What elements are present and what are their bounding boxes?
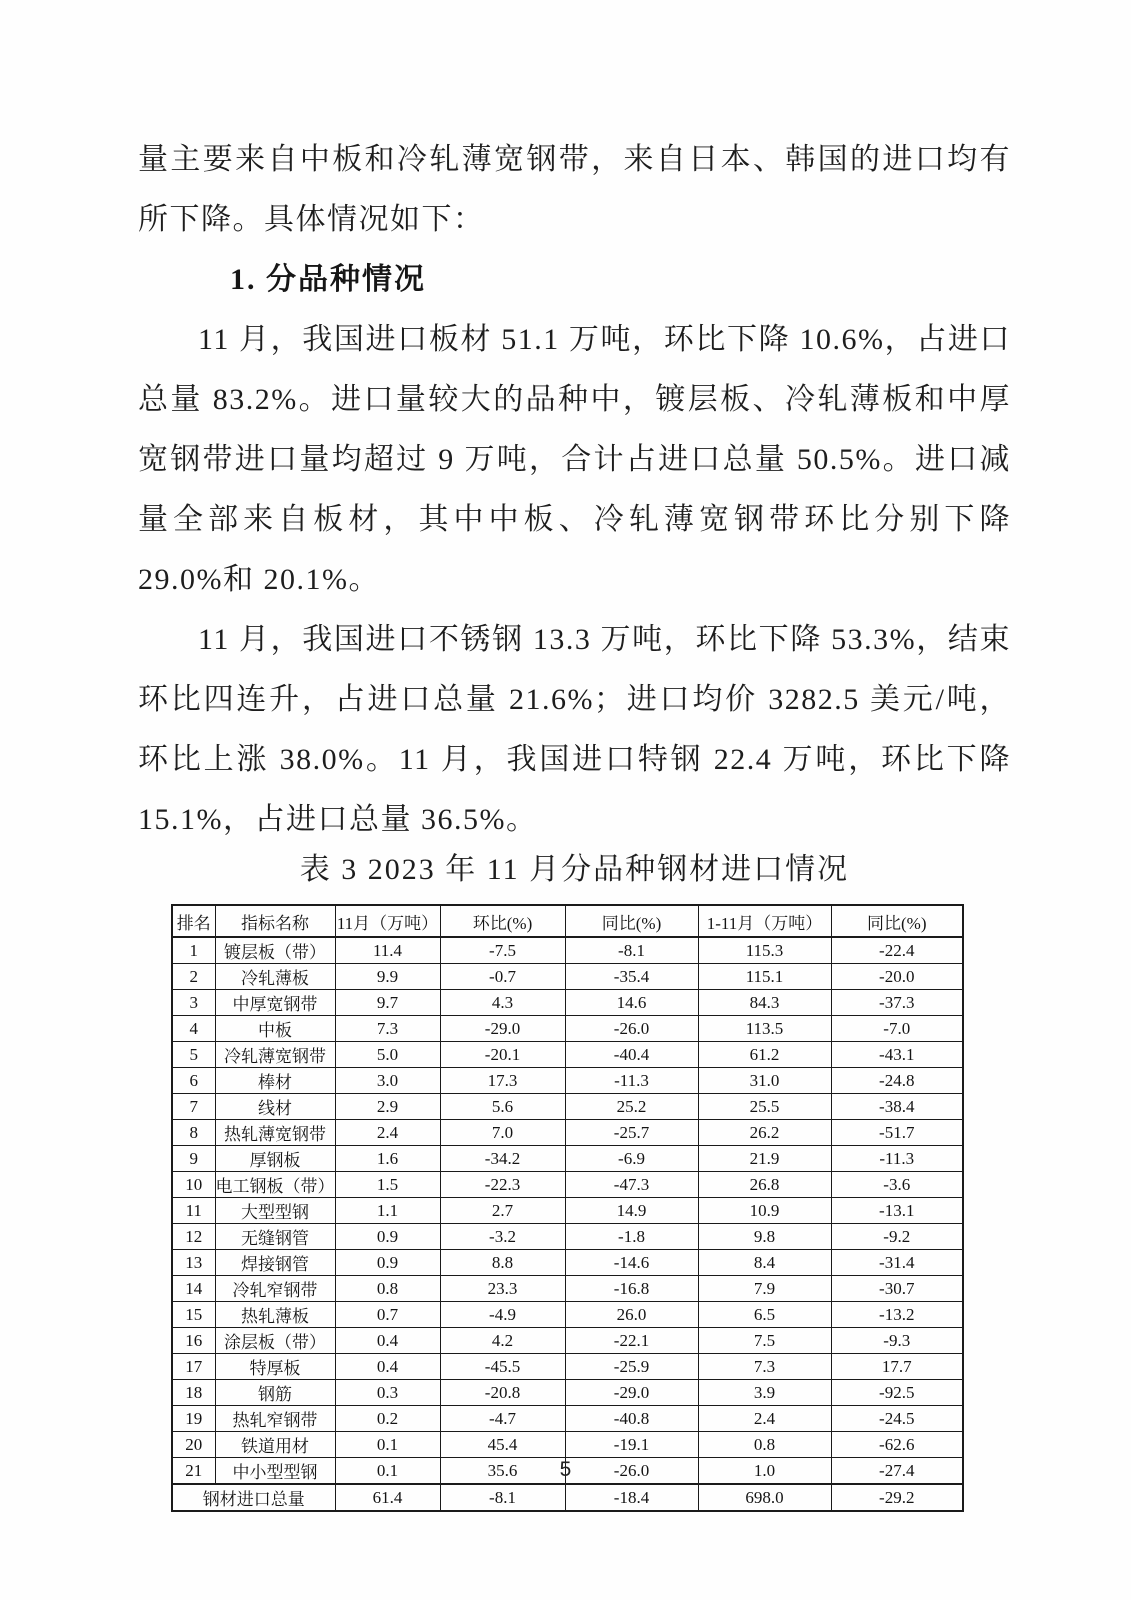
jan-nov-yoy-cell: -7.0 — [831, 1016, 963, 1042]
page-number: 5 — [559, 1458, 572, 1481]
rank-cell: 1 — [172, 937, 215, 964]
indicator-name-cell: 线材 — [215, 1094, 335, 1120]
indicator-name-cell: 冷轧薄宽钢带 — [215, 1042, 335, 1068]
paragraph-stainless-imports: 11 月，我国进口不锈钢 13.3 万吨，环比下降 53.3%，结束环比四连升，占进口总量 21.6%；进口均价 3282.5 美元/吨，环比上涨 38.0%。11 月，我国进口特钢 22.4 万吨，环比下降 15.1%，占进口总量 36.5%。 — [138, 623, 1011, 836]
indicator-name-cell: 冷轧薄板 — [215, 964, 335, 990]
jan-nov-yoy-cell: -92.5 — [831, 1380, 963, 1406]
nov-volume-cell: 0.2 — [335, 1406, 440, 1432]
yoy-change-cell: -40.4 — [565, 1042, 698, 1068]
jan-nov-volume-cell: 7.9 — [698, 1276, 831, 1302]
indicator-name-cell: 中厚宽钢带 — [215, 990, 335, 1016]
jan-nov-yoy-cell: -11.3 — [831, 1146, 963, 1172]
indicator-name-cell: 铁道用材 — [215, 1432, 335, 1458]
jan-nov-yoy-cell: -62.6 — [831, 1432, 963, 1458]
nov-volume-cell: 9.7 — [335, 990, 440, 1016]
jan-nov-volume-cell: 26.8 — [698, 1172, 831, 1198]
jan-nov-volume-cell: 0.8 — [698, 1432, 831, 1458]
yoy-change-cell: -26.0 — [565, 1458, 698, 1485]
nov-volume-cell: 7.3 — [335, 1016, 440, 1042]
document-content — [138, 130, 1011, 1512]
nov-volume-cell: 2.4 — [335, 1120, 440, 1146]
table-row — [172, 1016, 963, 1042]
nov-volume-cell: 0.1 — [335, 1432, 440, 1458]
indicator-name-cell: 焊接钢管 — [215, 1250, 335, 1276]
table-caption: 表 3 2023 年 11 月分品种钢材进口情况 — [299, 853, 850, 886]
table-row — [172, 1328, 963, 1354]
jan-nov-yoy-cell: -38.4 — [831, 1094, 963, 1120]
table-total-row — [172, 1484, 963, 1511]
rank-cell: 19 — [172, 1406, 215, 1432]
indicator-name-cell: 热轧薄板 — [215, 1302, 335, 1328]
jan-nov-volume-cell: 113.5 — [698, 1016, 831, 1042]
mom-change-cell: -29.0 — [440, 1016, 565, 1042]
indicator-name-cell: 大型型钢 — [215, 1198, 335, 1224]
rank-cell: 5 — [172, 1042, 215, 1068]
table-row — [172, 937, 963, 964]
nov-volume-cell: 0.7 — [335, 1302, 440, 1328]
rank-cell: 14 — [172, 1276, 215, 1302]
indicator-name-cell: 钢筋 — [215, 1380, 335, 1406]
jan-nov-yoy-cell: -13.1 — [831, 1198, 963, 1224]
jan-nov-yoy-cell: -24.8 — [831, 1068, 963, 1094]
jan-nov-volume-cell: 115.3 — [698, 937, 831, 964]
rank-cell: 7 — [172, 1094, 215, 1120]
rank-cell: 20 — [172, 1432, 215, 1458]
rank-cell: 6 — [172, 1068, 215, 1094]
table-row — [172, 1302, 963, 1328]
yoy-change-cell: -19.1 — [565, 1432, 698, 1458]
table-row — [172, 1406, 963, 1432]
rank-cell: 12 — [172, 1224, 215, 1250]
paragraph-continuation: 量主要来自中板和冷轧薄宽钢带，来自日本、韩国的进口均有所下降。具体情况如下： — [138, 143, 1011, 236]
jan-nov-yoy-cell: -13.2 — [831, 1302, 963, 1328]
mom-change-cell: -45.5 — [440, 1354, 565, 1380]
nov-volume-cell: 1.5 — [335, 1172, 440, 1198]
indicator-name-cell: 镀层板（带） — [215, 937, 335, 964]
table-row — [172, 1250, 963, 1276]
yoy-change-cell: -26.0 — [565, 1016, 698, 1042]
mom-change-cell: -4.7 — [440, 1406, 565, 1432]
table-row — [172, 1120, 963, 1146]
jan-nov-volume-cell: 2.4 — [698, 1406, 831, 1432]
jan-nov-volume-cell: 1.0 — [698, 1458, 831, 1485]
total-value-cell: -18.4 — [565, 1484, 698, 1511]
rank-cell: 8 — [172, 1120, 215, 1146]
jan-nov-yoy-cell: -51.7 — [831, 1120, 963, 1146]
jan-nov-yoy-cell: -20.0 — [831, 964, 963, 990]
mom-change-cell: -4.9 — [440, 1302, 565, 1328]
jan-nov-yoy-cell: -31.4 — [831, 1250, 963, 1276]
yoy-change-cell: -35.4 — [565, 964, 698, 990]
nov-volume-cell: 0.3 — [335, 1380, 440, 1406]
yoy-change-cell: -1.8 — [565, 1224, 698, 1250]
rank-cell: 9 — [172, 1146, 215, 1172]
rank-cell: 3 — [172, 990, 215, 1016]
jan-nov-yoy-cell: -37.3 — [831, 990, 963, 1016]
indicator-name-cell: 无缝钢管 — [215, 1224, 335, 1250]
yoy-change-cell: -25.9 — [565, 1354, 698, 1380]
jan-nov-yoy-cell: -43.1 — [831, 1042, 963, 1068]
mom-change-cell: -0.7 — [440, 964, 565, 990]
jan-nov-volume-cell: 61.2 — [698, 1042, 831, 1068]
indicator-name-cell: 厚钢板 — [215, 1146, 335, 1172]
table-row — [172, 990, 963, 1016]
header-rank: 排名 — [172, 905, 215, 937]
table-row — [172, 1068, 963, 1094]
yoy-change-cell: -14.6 — [565, 1250, 698, 1276]
nov-volume-cell: 3.0 — [335, 1068, 440, 1094]
yoy-change-cell: 25.2 — [565, 1094, 698, 1120]
jan-nov-yoy-cell: -9.2 — [831, 1224, 963, 1250]
yoy-change-cell: -6.9 — [565, 1146, 698, 1172]
nov-volume-cell: 0.1 — [335, 1458, 440, 1485]
jan-nov-volume-cell: 31.0 — [698, 1068, 831, 1094]
yoy-change-cell: 26.0 — [565, 1302, 698, 1328]
rank-cell: 13 — [172, 1250, 215, 1276]
mom-change-cell: 45.4 — [440, 1432, 565, 1458]
table-row — [172, 1224, 963, 1250]
yoy-change-cell: 14.6 — [565, 990, 698, 1016]
nov-volume-cell: 0.4 — [335, 1354, 440, 1380]
mom-change-cell: 17.3 — [440, 1068, 565, 1094]
nov-volume-cell: 1.1 — [335, 1198, 440, 1224]
mom-change-cell: -7.5 — [440, 937, 565, 964]
header-yoy-change: 同比(%) — [565, 905, 698, 937]
jan-nov-volume-cell: 21.9 — [698, 1146, 831, 1172]
table-body — [172, 937, 963, 1484]
table-header-row — [172, 905, 963, 937]
indicator-name-cell: 热轧薄宽钢带 — [215, 1120, 335, 1146]
yoy-change-cell: -11.3 — [565, 1068, 698, 1094]
table-row — [172, 1094, 963, 1120]
mom-change-cell: 8.8 — [440, 1250, 565, 1276]
yoy-change-cell: -25.7 — [565, 1120, 698, 1146]
paragraph-plate-imports: 11 月，我国进口板材 51.1 万吨，环比下降 10.6%，占进口总量 83.2%。进口量较大的品种中，镀层板、冷轧薄板和中厚宽钢带进口量均超过 9 万吨，合计占进口总量 50.5%。进口减量全部来自板材，其中中板、冷轧薄宽钢带环比分别下降 29.0%和 20.1%。 — [138, 323, 1011, 596]
yoy-change-cell: -22.1 — [565, 1328, 698, 1354]
indicator-name-cell: 特厚板 — [215, 1354, 335, 1380]
jan-nov-volume-cell: 115.1 — [698, 964, 831, 990]
jan-nov-yoy-cell: 17.7 — [831, 1354, 963, 1380]
jan-nov-volume-cell: 3.9 — [698, 1380, 831, 1406]
rank-cell: 16 — [172, 1328, 215, 1354]
mom-change-cell: -3.2 — [440, 1224, 565, 1250]
mom-change-cell: -34.2 — [440, 1146, 565, 1172]
total-value-cell: 61.4 — [335, 1484, 440, 1511]
header-jan-nov-yoy-change: 同比(%) — [831, 905, 963, 937]
nov-volume-cell: 9.9 — [335, 964, 440, 990]
nov-volume-cell: 0.9 — [335, 1224, 440, 1250]
mom-change-cell: 7.0 — [440, 1120, 565, 1146]
jan-nov-volume-cell: 7.3 — [698, 1354, 831, 1380]
jan-nov-yoy-cell: -3.6 — [831, 1172, 963, 1198]
indicator-name-cell: 涂层板（带） — [215, 1328, 335, 1354]
nov-volume-cell: 5.0 — [335, 1042, 440, 1068]
nov-volume-cell: 0.4 — [335, 1328, 440, 1354]
indicator-name-cell: 冷轧窄钢带 — [215, 1276, 335, 1302]
table-row — [172, 1276, 963, 1302]
total-value-cell: -29.2 — [831, 1484, 963, 1511]
mom-change-cell: 4.3 — [440, 990, 565, 1016]
header-indicator-name: 指标名称 — [215, 905, 335, 937]
table-row — [172, 1198, 963, 1224]
jan-nov-yoy-cell: -27.4 — [831, 1458, 963, 1485]
section-heading: 1. 分品种情况 — [230, 263, 426, 296]
mom-change-cell: 4.2 — [440, 1328, 565, 1354]
rank-cell: 10 — [172, 1172, 215, 1198]
table-header — [172, 905, 963, 937]
yoy-change-cell: -47.3 — [565, 1172, 698, 1198]
jan-nov-yoy-cell: -24.5 — [831, 1406, 963, 1432]
mom-change-cell: 23.3 — [440, 1276, 565, 1302]
rank-cell: 21 — [172, 1458, 215, 1485]
indicator-name-cell: 热轧窄钢带 — [215, 1406, 335, 1432]
indicator-name-cell: 电工钢板（带） — [215, 1172, 335, 1198]
mom-change-cell: 5.6 — [440, 1094, 565, 1120]
rank-cell: 18 — [172, 1380, 215, 1406]
yoy-change-cell: -29.0 — [565, 1380, 698, 1406]
total-value-cell: -8.1 — [440, 1484, 565, 1511]
rank-cell: 2 — [172, 964, 215, 990]
mom-change-cell: 35.6 — [440, 1458, 565, 1485]
jan-nov-volume-cell: 84.3 — [698, 990, 831, 1016]
header-jan-nov-volume: 1-11月（万吨） — [698, 905, 831, 937]
jan-nov-yoy-cell: -30.7 — [831, 1276, 963, 1302]
yoy-change-cell: -8.1 — [565, 937, 698, 964]
indicator-name-cell: 中小型型钢 — [215, 1458, 335, 1485]
table-row — [172, 1042, 963, 1068]
header-nov-volume: 11月（万吨） — [335, 905, 440, 937]
yoy-change-cell: 14.9 — [565, 1198, 698, 1224]
jan-nov-volume-cell: 6.5 — [698, 1302, 831, 1328]
jan-nov-volume-cell: 25.5 — [698, 1094, 831, 1120]
table-row — [172, 1432, 963, 1458]
table-footer — [172, 1484, 963, 1511]
nov-volume-cell: 0.9 — [335, 1250, 440, 1276]
jan-nov-volume-cell: 7.5 — [698, 1328, 831, 1354]
rank-cell: 4 — [172, 1016, 215, 1042]
jan-nov-yoy-cell: -9.3 — [831, 1328, 963, 1354]
rank-cell: 17 — [172, 1354, 215, 1380]
jan-nov-volume-cell: 26.2 — [698, 1120, 831, 1146]
indicator-name-cell: 棒材 — [215, 1068, 335, 1094]
header-mom-change: 环比(%) — [440, 905, 565, 937]
table-row — [172, 1172, 963, 1198]
nov-volume-cell: 1.6 — [335, 1146, 440, 1172]
total-value-cell: 698.0 — [698, 1484, 831, 1511]
rank-cell: 15 — [172, 1302, 215, 1328]
jan-nov-volume-cell: 10.9 — [698, 1198, 831, 1224]
rank-cell: 11 — [172, 1198, 215, 1224]
nov-volume-cell: 2.9 — [335, 1094, 440, 1120]
mom-change-cell: -20.1 — [440, 1042, 565, 1068]
indicator-name-cell: 中板 — [215, 1016, 335, 1042]
jan-nov-yoy-cell: -22.4 — [831, 937, 963, 964]
mom-change-cell: -20.8 — [440, 1380, 565, 1406]
table-row — [172, 964, 963, 990]
mom-change-cell: 2.7 — [440, 1198, 565, 1224]
mom-change-cell: -22.3 — [440, 1172, 565, 1198]
table-row — [172, 1380, 963, 1406]
total-label-cell: 钢材进口总量 — [172, 1484, 335, 1511]
yoy-change-cell: -40.8 — [565, 1406, 698, 1432]
nov-volume-cell: 0.8 — [335, 1276, 440, 1302]
table-row — [172, 1354, 963, 1380]
yoy-change-cell: -16.8 — [565, 1276, 698, 1302]
jan-nov-volume-cell: 9.8 — [698, 1224, 831, 1250]
jan-nov-volume-cell: 8.4 — [698, 1250, 831, 1276]
steel-import-table — [171, 904, 964, 1512]
nov-volume-cell: 11.4 — [335, 937, 440, 964]
table-row — [172, 1146, 963, 1172]
